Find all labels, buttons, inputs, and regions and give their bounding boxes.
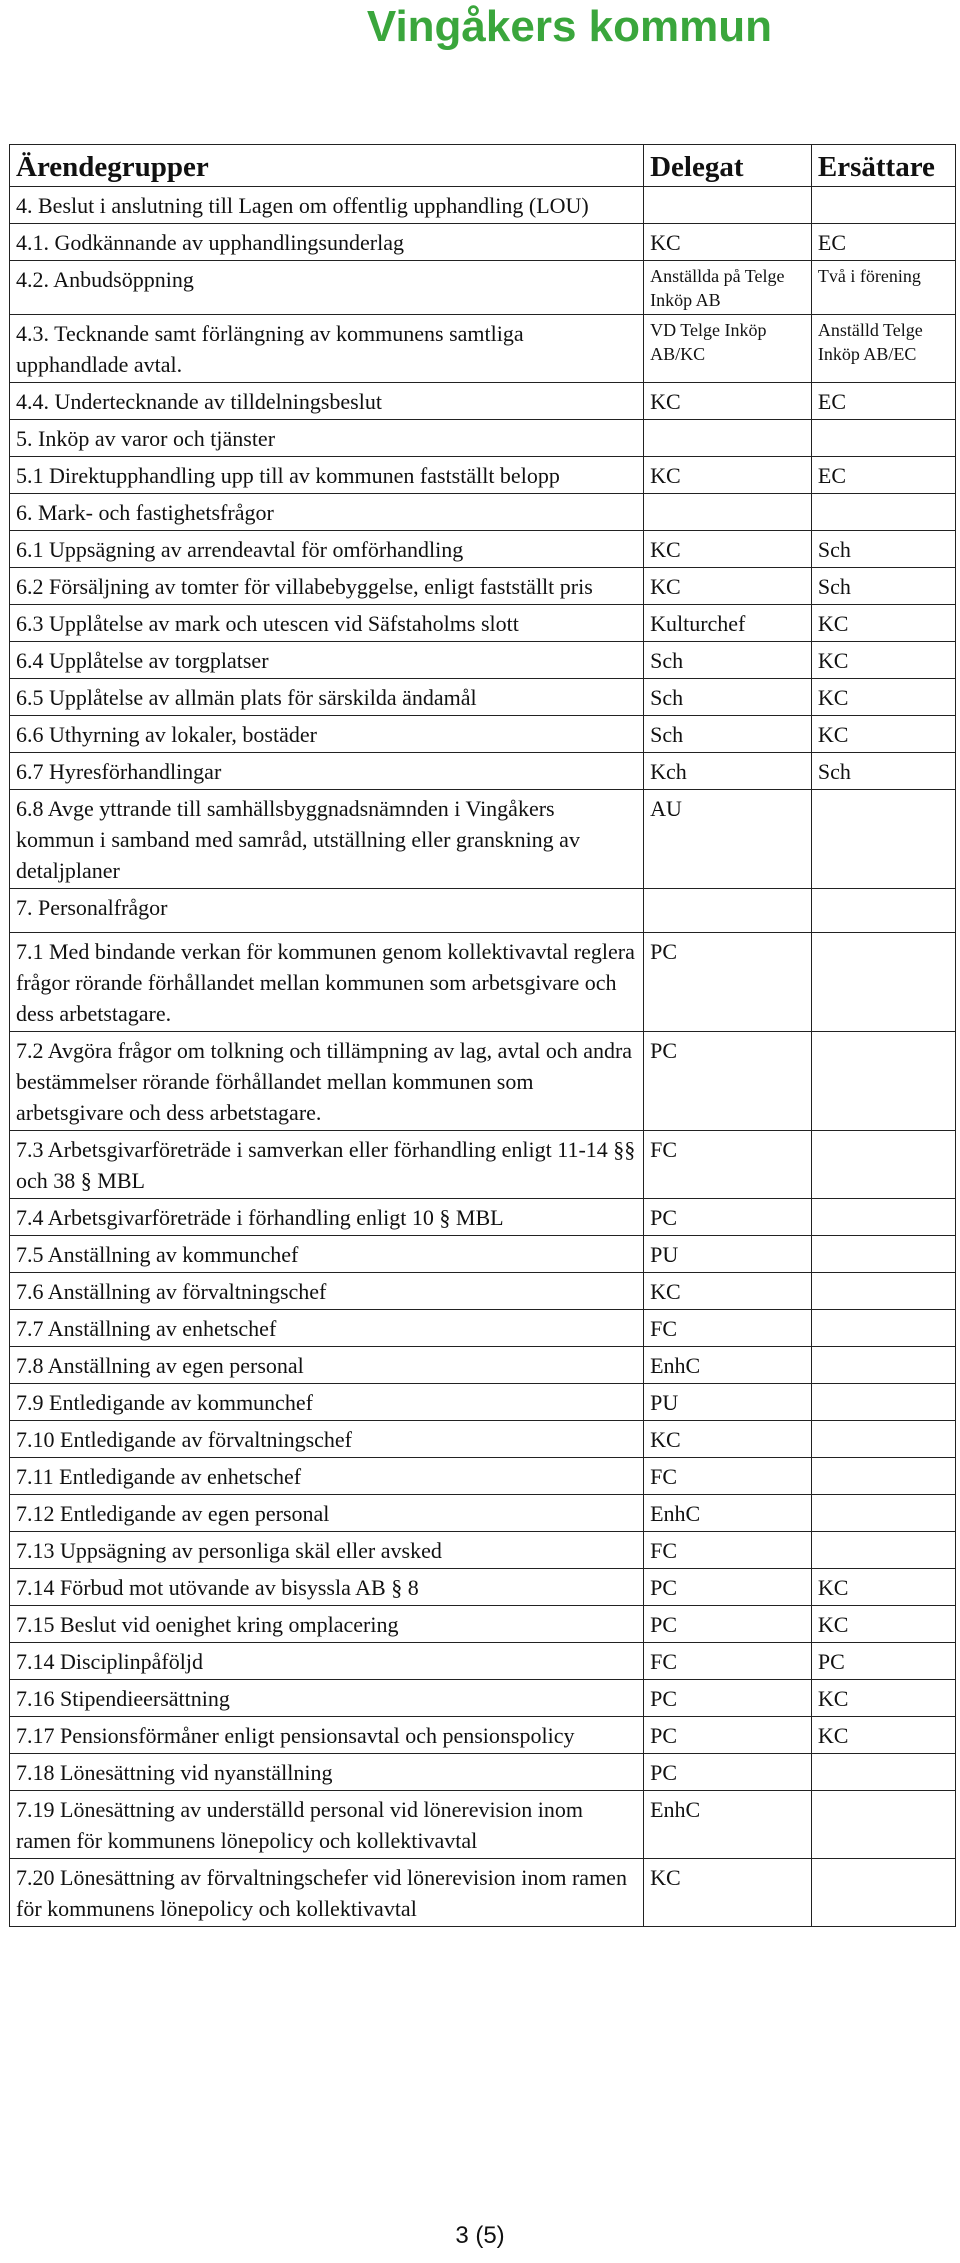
cell-ersattare <box>811 1532 955 1569</box>
cell-arende: 4.4. Undertecknande av tilldelningsbeslut <box>10 383 644 420</box>
table-row <box>10 1199 956 1236</box>
table-row <box>10 1717 956 1754</box>
cell-ersattare: Två i förening <box>811 261 955 315</box>
table-row <box>10 1643 956 1680</box>
cell-arende: 5.1 Direktupphandling upp till av kommunen fastställt belopp <box>10 457 644 494</box>
table-row <box>10 1131 956 1199</box>
cell-delegat: PU <box>644 1236 812 1273</box>
table-row <box>10 568 956 605</box>
cell-delegat: EnhC <box>644 1347 812 1384</box>
cell-ersattare: Anställd Telge Inköp AB/EC <box>811 315 955 383</box>
table-row <box>10 261 956 315</box>
cell-delegat: KC <box>644 457 812 494</box>
table-row <box>10 1754 956 1791</box>
cell-arende: 6.3 Upplåtelse av mark och utescen vid Säfstaholms slott <box>10 605 644 642</box>
table-row <box>10 790 956 889</box>
table-row <box>10 1032 956 1131</box>
cell-arende: 7.6 Anställning av förvaltningschef <box>10 1273 644 1310</box>
cell-arende: 7.2 Avgöra frågor om tolkning och tillämpning av lag, avtal och andra bestämmelser rörande förhållandet mellan kommunen som arbetsgivare och dess arbetstagare. <box>10 1032 644 1131</box>
table-row <box>10 1421 956 1458</box>
table-row <box>10 1791 956 1859</box>
cell-arende: 4. Beslut i anslutning till Lagen om offentlig upphandling (LOU) <box>10 187 644 224</box>
table-row <box>10 531 956 568</box>
cell-ersattare <box>811 494 955 531</box>
cell-arende: 7.14 Förbud mot utövande av bisyssla AB § 8 <box>10 1569 644 1606</box>
cell-delegat: Kch <box>644 753 812 790</box>
table-row <box>10 383 956 420</box>
cell-arende: 6.6 Uthyrning av lokaler, bostäder <box>10 716 644 753</box>
table-row <box>10 1310 956 1347</box>
cell-ersattare: KC <box>811 605 955 642</box>
cell-arende: 6.1 Uppsägning av arrendeavtal för omförhandling <box>10 531 644 568</box>
cell-ersattare: Sch <box>811 531 955 568</box>
cell-ersattare: KC <box>811 642 955 679</box>
table-row <box>10 1347 956 1384</box>
table-row <box>10 1384 956 1421</box>
cell-arende: 7.12 Entledigande av egen personal <box>10 1495 644 1532</box>
section-row <box>10 494 956 531</box>
table-row <box>10 1273 956 1310</box>
header-delegat: Delegat <box>644 145 812 187</box>
cell-delegat <box>644 420 812 457</box>
header-arendegrupper: Ärendegrupper <box>10 145 644 187</box>
cell-ersattare <box>811 1199 955 1236</box>
cell-ersattare <box>811 187 955 224</box>
cell-arende: 6.5 Upplåtelse av allmän plats för särskilda ändamål <box>10 679 644 716</box>
cell-delegat: EnhC <box>644 1791 812 1859</box>
cell-ersattare <box>811 1273 955 1310</box>
cell-arende: 4.1. Godkännande av upphandlingsunderlag <box>10 224 644 261</box>
cell-ersattare <box>811 933 955 1032</box>
cell-arende: 7.11 Entledigande av enhetschef <box>10 1458 644 1495</box>
cell-ersattare <box>811 1791 955 1859</box>
table-row <box>10 1495 956 1532</box>
cell-delegat: PC <box>644 1754 812 1791</box>
table-row <box>10 933 956 1032</box>
cell-arende: 7.7 Anställning av enhetschef <box>10 1310 644 1347</box>
cell-delegat: FC <box>644 1643 812 1680</box>
cell-ersattare <box>811 1495 955 1532</box>
page-number: 3 (5) <box>455 2222 505 2249</box>
cell-delegat: PC <box>644 1680 812 1717</box>
cell-delegat: FC <box>644 1458 812 1495</box>
cell-delegat: VD Telge Inköp AB/KC <box>644 315 812 383</box>
delegation-table <box>9 144 956 1927</box>
cell-delegat: PC <box>644 1199 812 1236</box>
cell-ersattare: KC <box>811 679 955 716</box>
section-row <box>10 187 956 224</box>
cell-delegat: Sch <box>644 716 812 753</box>
cell-delegat: KC <box>644 383 812 420</box>
cell-ersattare <box>811 1236 955 1273</box>
cell-arende: 7.19 Lönesättning av underställd personal vid lönerevision inom ramen för kommunens lönepolicy och kollektivavtal <box>10 1791 644 1859</box>
cell-delegat: FC <box>644 1532 812 1569</box>
table-row <box>10 753 956 790</box>
table-row <box>10 224 956 261</box>
section-row <box>10 420 956 457</box>
cell-arende: 6.2 Försäljning av tomter för villabebyggelse, enligt fastställt pris <box>10 568 644 605</box>
table-row <box>10 1236 956 1273</box>
cell-ersattare: KC <box>811 716 955 753</box>
cell-delegat <box>644 187 812 224</box>
cell-ersattare: EC <box>811 224 955 261</box>
cell-ersattare <box>811 1032 955 1131</box>
cell-arende: 7.4 Arbetsgivarföreträde i förhandling enligt 10 § MBL <box>10 1199 644 1236</box>
cell-arende: 4.2. Anbudsöppning <box>10 261 644 315</box>
cell-ersattare <box>811 1754 955 1791</box>
cell-delegat: Anställda på Telge Inköp AB <box>644 261 812 315</box>
cell-arende: 7.1 Med bindande verkan för kommunen genom kollektivavtal reglera frågor rörande förhållandet mellan kommunen som arbetsgivare och dess arbetstagare. <box>10 933 644 1032</box>
table-row <box>10 315 956 383</box>
cell-ersattare <box>811 420 955 457</box>
cell-ersattare: PC <box>811 1643 955 1680</box>
table-row <box>10 457 956 494</box>
table-row <box>10 679 956 716</box>
table-row <box>10 1532 956 1569</box>
cell-delegat: PC <box>644 933 812 1032</box>
cell-ersattare <box>811 1347 955 1384</box>
table-header-row <box>10 145 956 187</box>
cell-arende: 7.5 Anställning av kommunchef <box>10 1236 644 1273</box>
cell-ersattare <box>811 1131 955 1199</box>
cell-delegat: KC <box>644 568 812 605</box>
cell-arende: 6. Mark- och fastighetsfrågor <box>10 494 644 531</box>
cell-arende: 6.8 Avge yttrande till samhällsbyggnadsnämnden i Vingåkers kommun i samband med samråd, utställning eller granskning av detaljplaner <box>10 790 644 889</box>
cell-delegat: FC <box>644 1131 812 1199</box>
cell-arende: 7.15 Beslut vid oenighet kring omplacering <box>10 1606 644 1643</box>
table-row <box>10 1458 956 1495</box>
cell-ersattare <box>811 1310 955 1347</box>
cell-delegat <box>644 889 812 933</box>
brand-logo-text: Vingåkers kommun <box>366 2 772 51</box>
cell-ersattare: KC <box>811 1606 955 1643</box>
cell-delegat: Sch <box>644 679 812 716</box>
cell-arende: 7.3 Arbetsgivarföreträde i samverkan eller förhandling enligt 11-14 §§ och 38 § MBL <box>10 1131 644 1199</box>
cell-delegat: KC <box>644 1859 812 1927</box>
table-row <box>10 1569 956 1606</box>
cell-arende: 7.16 Stipendieersättning <box>10 1680 644 1717</box>
cell-arende: 6.7 Hyresförhandlingar <box>10 753 644 790</box>
header-ersattare: Ersättare <box>811 145 955 187</box>
cell-ersattare <box>811 790 955 889</box>
cell-ersattare <box>811 1421 955 1458</box>
cell-arende: 7.8 Anställning av egen personal <box>10 1347 644 1384</box>
table-row <box>10 1606 956 1643</box>
cell-delegat: EnhC <box>644 1495 812 1532</box>
cell-ersattare: EC <box>811 457 955 494</box>
table-row <box>10 1680 956 1717</box>
table-row <box>10 642 956 679</box>
cell-ersattare <box>811 1384 955 1421</box>
table-row <box>10 1859 956 1927</box>
cell-arende: 7. Personalfrågor <box>10 889 644 933</box>
cell-ersattare: KC <box>811 1717 955 1754</box>
section-row <box>10 889 956 933</box>
cell-ersattare <box>811 1458 955 1495</box>
cell-ersattare: Sch <box>811 568 955 605</box>
cell-delegat: Sch <box>644 642 812 679</box>
cell-delegat: KC <box>644 531 812 568</box>
cell-delegat: FC <box>644 1310 812 1347</box>
cell-ersattare: Sch <box>811 753 955 790</box>
cell-arende: 5. Inköp av varor och tjänster <box>10 420 644 457</box>
cell-delegat: PC <box>644 1032 812 1131</box>
table-row <box>10 605 956 642</box>
cell-ersattare: KC <box>811 1680 955 1717</box>
cell-delegat: KC <box>644 1421 812 1458</box>
cell-ersattare <box>811 889 955 933</box>
cell-arende: 6.4 Upplåtelse av torgplatser <box>10 642 644 679</box>
cell-arende: 7.17 Pensionsförmåner enligt pensionsavtal och pensionspolicy <box>10 1717 644 1754</box>
cell-delegat: Kulturchef <box>644 605 812 642</box>
cell-delegat: PC <box>644 1717 812 1754</box>
cell-delegat: PC <box>644 1606 812 1643</box>
cell-ersattare: EC <box>811 383 955 420</box>
cell-delegat: PC <box>644 1569 812 1606</box>
cell-delegat <box>644 494 812 531</box>
cell-arende: 7.9 Entledigande av kommunchef <box>10 1384 644 1421</box>
cell-delegat: KC <box>644 224 812 261</box>
cell-arende: 4.3. Tecknande samt förlängning av kommunens samtliga upphandlade avtal. <box>10 315 644 383</box>
cell-ersattare: KC <box>811 1569 955 1606</box>
table-row <box>10 716 956 753</box>
cell-delegat: PU <box>644 1384 812 1421</box>
cell-arende: 7.20 Lönesättning av förvaltningschefer vid lönerevision inom ramen för kommunens lönepolicy och kollektivavtal <box>10 1859 644 1927</box>
cell-ersattare <box>811 1859 955 1927</box>
cell-arende: 7.10 Entledigande av förvaltningschef <box>10 1421 644 1458</box>
cell-delegat: KC <box>644 1273 812 1310</box>
cell-arende: 7.18 Lönesättning vid nyanställning <box>10 1754 644 1791</box>
cell-delegat: AU <box>644 790 812 889</box>
cell-arende: 7.14 Disciplinpåföljd <box>10 1643 644 1680</box>
cell-arende: 7.13 Uppsägning av personliga skäl eller avsked <box>10 1532 644 1569</box>
